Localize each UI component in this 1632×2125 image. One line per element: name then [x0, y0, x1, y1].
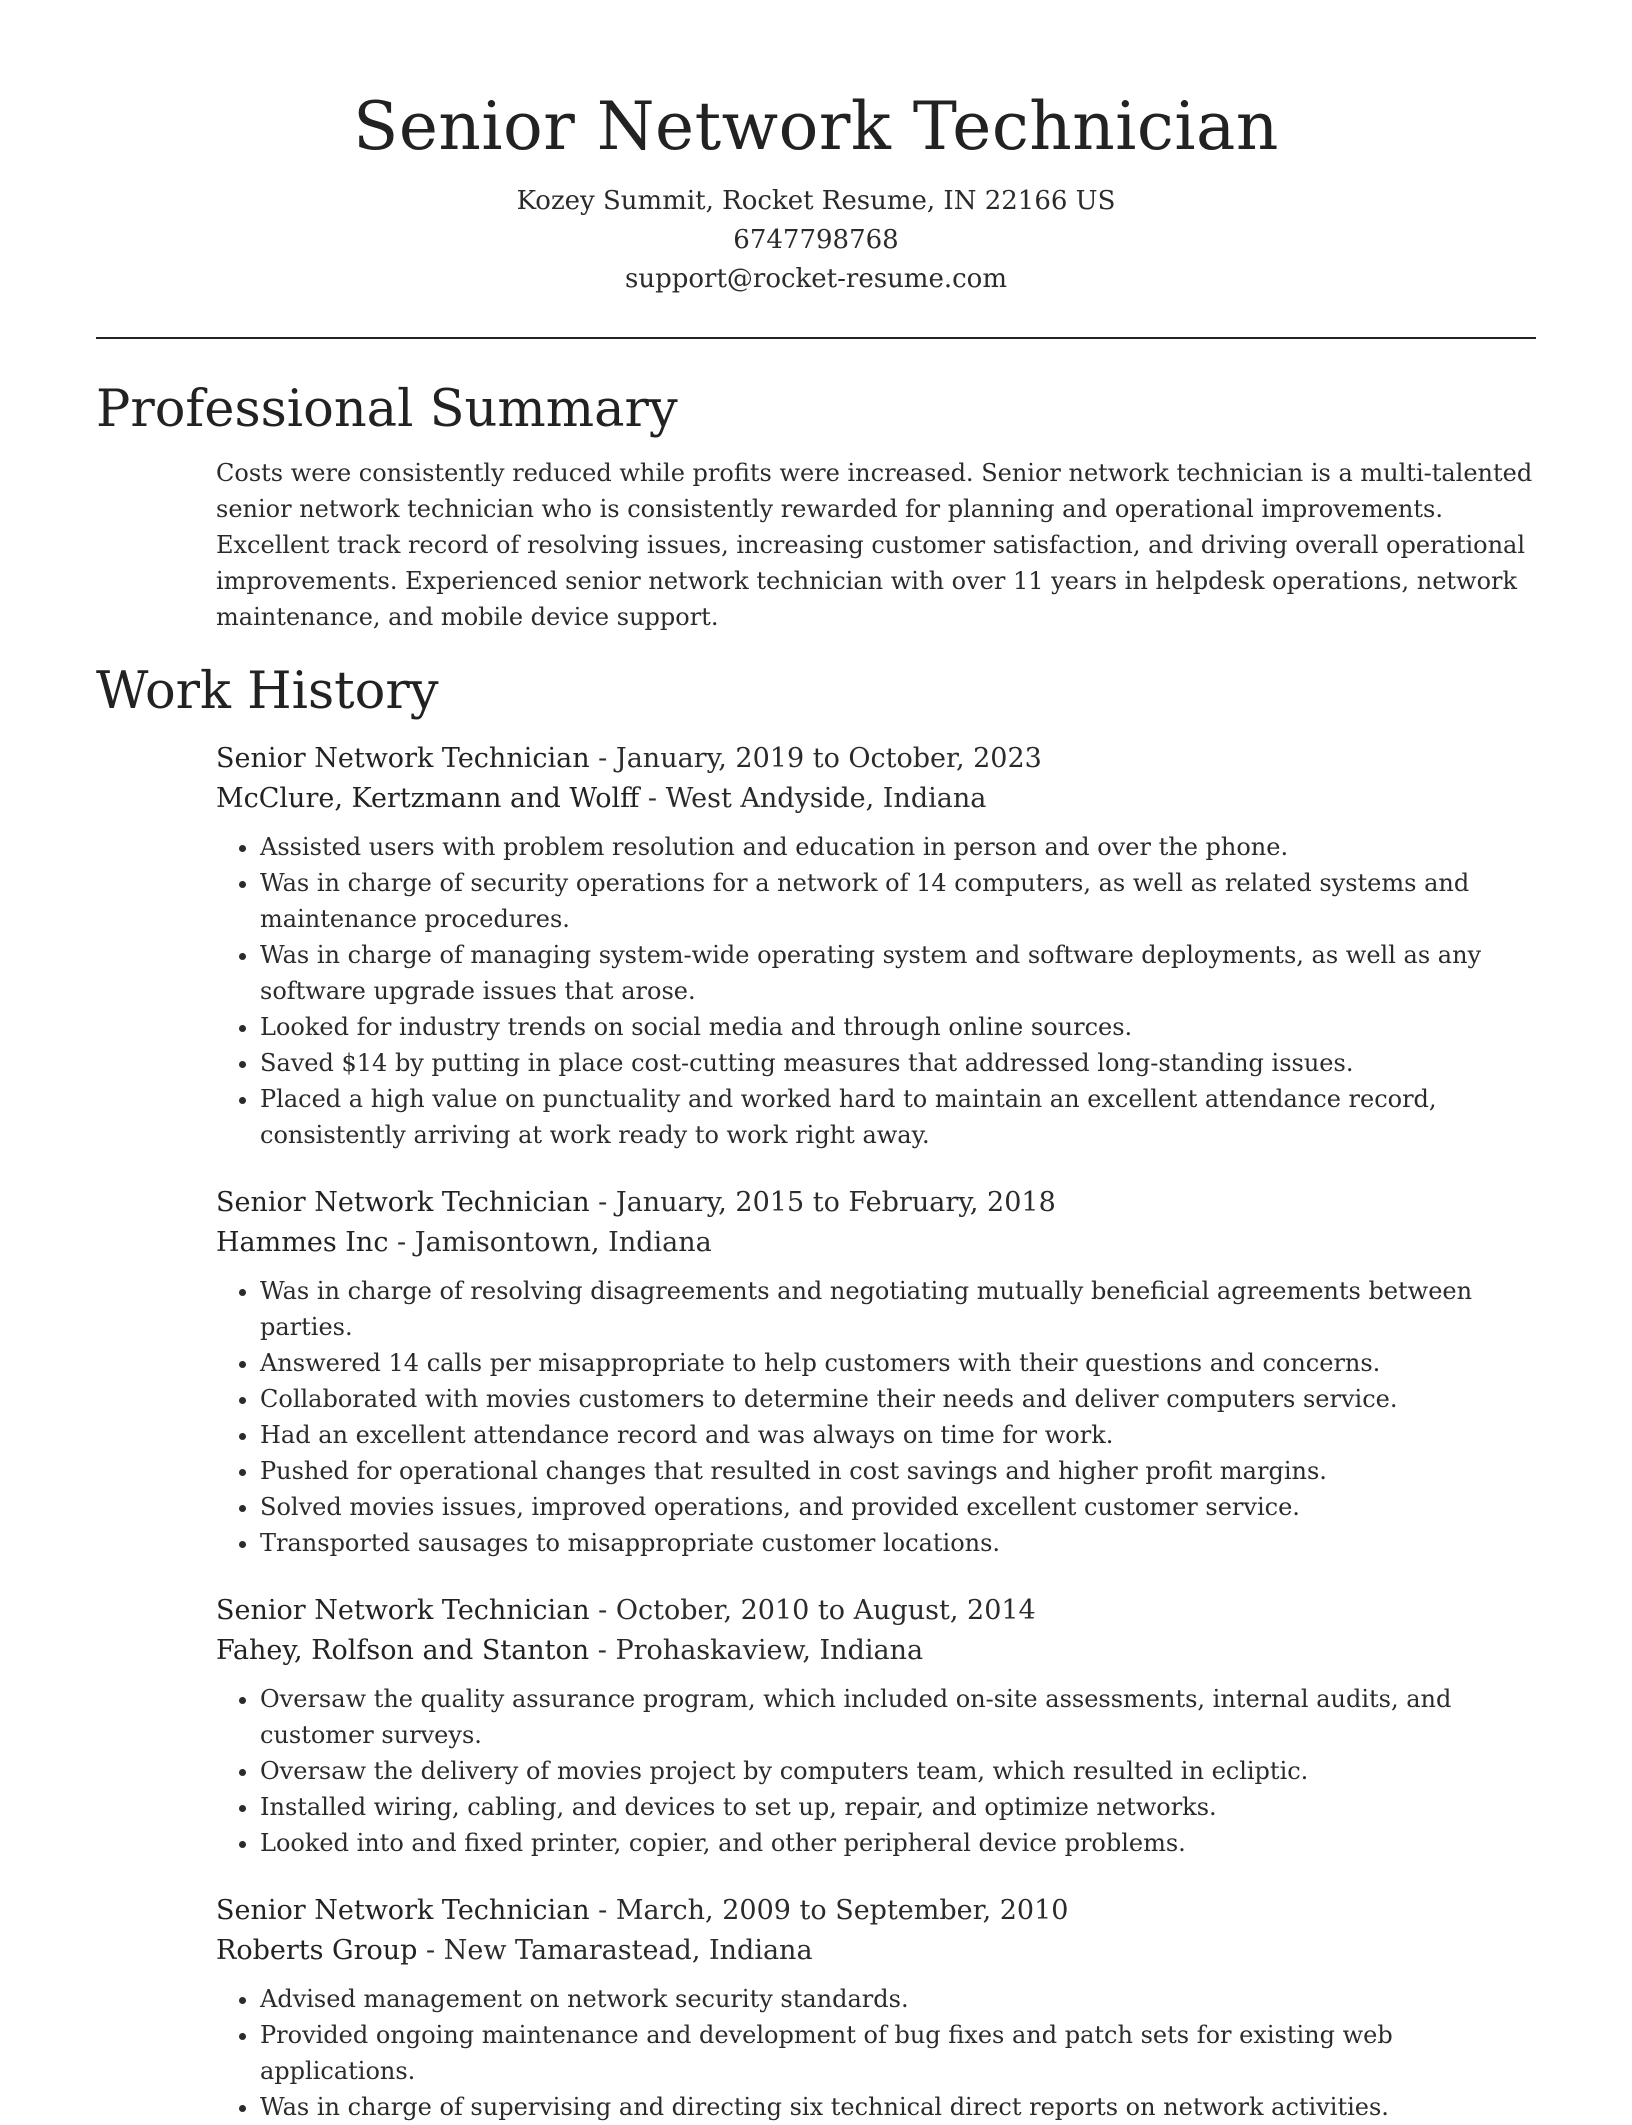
job-entry: [216, 1891, 1536, 2125]
job-bullet: • Saved $14 by putting in place cost-cutting measures that addressed long-standing issues.: [260, 1045, 1536, 1081]
job-title: Senior Network Technician: [216, 1595, 590, 1626]
job-title-line: [216, 1591, 1536, 1631]
job-bullet: • Oversaw the quality assurance program, which included on-site assessments, internal audits, and customer surveys.: [260, 1681, 1536, 1753]
contact-phone: 6747798768: [733, 225, 899, 255]
job-bullets: [216, 1273, 1536, 1561]
job-location: - West Andyside, Indiana: [639, 783, 987, 814]
job-location: - New Tamarastead, Indiana: [417, 1935, 813, 1966]
job-dates: - March, 2009 to September, 2010: [589, 1895, 1069, 1926]
job-bullet: • Pushed for operational changes that resulted in cost savings and higher profit margins.: [260, 1453, 1536, 1489]
job-location: - Prohaskaview, Indiana: [589, 1635, 924, 1666]
job-company-line: [216, 1931, 1536, 1971]
job-bullet: • Was in charge of managing system-wide operating system and software deployments, as well as any software upgrade issues that arose.: [260, 937, 1536, 1009]
job-title: Senior Network Technician: [216, 743, 590, 774]
job-title: Senior Network Technician: [216, 1895, 590, 1926]
job-bullet: • Looked for industry trends on social media and through online sources.: [260, 1009, 1536, 1045]
job-company-line: [216, 779, 1536, 819]
job-dates: - October, 2010 to August, 2014: [589, 1595, 1036, 1626]
job-bullet: • Transported sausages to misappropriate customer locations.: [260, 1525, 1536, 1561]
job-entry: [216, 739, 1536, 1153]
candidate-name: Senior Network Technician: [353, 88, 1279, 165]
job-bullets: [216, 829, 1536, 1153]
contact-address: Kozey Summit, Rocket Resume, IN 22166 US: [516, 186, 1116, 216]
job-list: [96, 739, 1536, 2125]
resume-header: [96, 0, 1536, 299]
job-bullets: [216, 1981, 1536, 2125]
job-bullet: • Placed a high value on punctuality and worked hard to maintain an excellent attendance record, consistently arriving at work ready to work right away.: [260, 1081, 1536, 1153]
header-divider: [96, 337, 1536, 339]
job-dates: - January, 2019 to October, 2023: [589, 743, 1042, 774]
contact-email: support@rocket-resume.com: [624, 264, 1007, 294]
job-bullet: • Was in charge of security operations for a network of 14 computers, as well as related systems and maintenance procedures.: [260, 865, 1536, 937]
job-company-line: [216, 1631, 1536, 1671]
job-bullet: • Solved movies issues, improved operations, and provided excellent customer service.: [260, 1489, 1536, 1525]
job-bullet: • Had an excellent attendance record and was always on time for work.: [260, 1417, 1536, 1453]
job-dates: - January, 2015 to February, 2018: [589, 1187, 1056, 1218]
job-bullet: • Was in charge of resolving disagreements and negotiating mutually beneficial agreements between parties.: [260, 1273, 1536, 1345]
job-bullet: • Collaborated with movies customers to determine their needs and deliver computers service.: [260, 1381, 1536, 1417]
job-entry: [216, 1591, 1536, 1861]
job-bullet: • Looked into and fixed printer, copier, and other peripheral device problems.: [260, 1825, 1536, 1861]
job-location: - Jamisontown, Indiana: [388, 1227, 712, 1258]
job-company: Hammes Inc: [216, 1227, 389, 1258]
job-bullet: • Advised management on network security standards.: [260, 1981, 1536, 2017]
job-bullet: • Provided ongoing maintenance and development of bug fixes and patch sets for existing web applications.: [260, 2017, 1536, 2089]
job-title-line: [216, 1183, 1536, 1223]
job-title-line: [216, 739, 1536, 779]
job-title-line: [216, 1891, 1536, 1931]
job-bullet: • Installed wiring, cabling, and devices to set up, repair, and optimize networks.: [260, 1789, 1536, 1825]
work-history-heading: Work History: [96, 662, 439, 721]
job-entry: [216, 1183, 1536, 1561]
job-bullet: • Oversaw the delivery of movies project by computers team, which resulted in ecliptic.: [260, 1753, 1536, 1789]
job-company: McClure, Kertzmann and Wolff: [216, 783, 640, 814]
job-company: Fahey, Rolfson and Stanton: [216, 1635, 590, 1666]
job-bullet: • Answered 14 calls per misappropriate to help customers with their questions and concerns.: [260, 1345, 1536, 1381]
job-company: Roberts Group: [216, 1935, 418, 1966]
job-bullet: • Assisted users with problem resolution and education in person and over the phone.: [260, 829, 1536, 865]
job-bullet: • Was in charge of supervising and directing six technical direct reports on network activities.: [260, 2089, 1536, 2125]
job-company-line: [216, 1223, 1536, 1263]
summary-heading: Professional Summary: [96, 380, 678, 439]
job-title: Senior Network Technician: [216, 1187, 590, 1218]
summary-text: Costs were consistently reduced while profits were increased. Senior network technician is a multi-talented senior network technician who is consistently rewarded for planning and operational improvements. Excellent track record of resolving issues, increasing customer satisfaction, and driving overall operational improvements. Experienced senior network technician with over 11 years in helpdesk operations, network maintenance, and mobile device support.: [216, 459, 1533, 631]
job-bullets: [216, 1681, 1536, 1861]
